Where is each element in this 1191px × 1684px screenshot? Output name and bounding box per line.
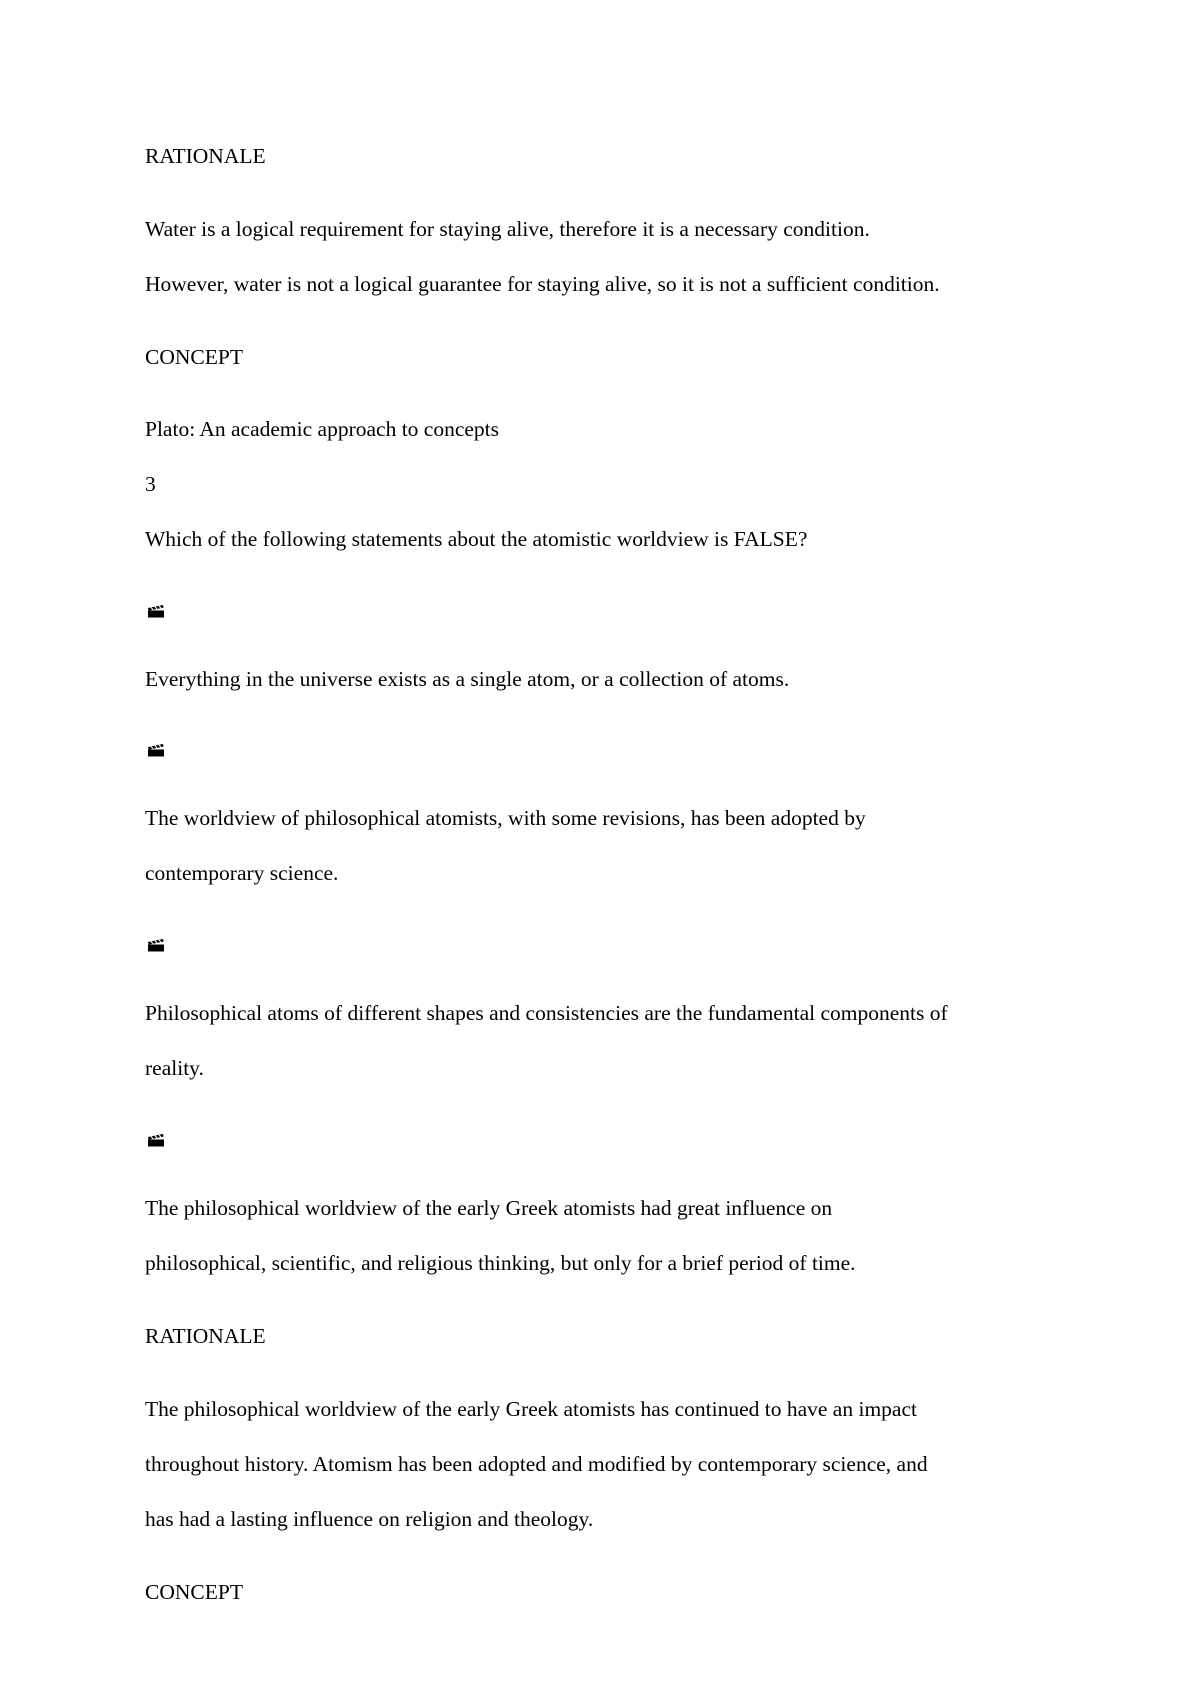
option-text: Everything in the universe exists as a single atom, or a collection of atoms. <box>145 667 790 691</box>
rationale-line: has had a lasting influence on religion and theology. <box>145 1507 594 1531</box>
option-text: Philosophical atoms of different shapes and consistencies are the fundamental components of <box>145 1001 948 1025</box>
option-text: contemporary science. <box>145 861 339 885</box>
option-text: The worldview of philosophical atomists, with some revisions, has been adopted by <box>145 806 866 830</box>
clapperboard-icon[interactable] <box>147 604 165 618</box>
question-number: 3 <box>145 472 156 496</box>
rationale-line: However, water is not a logical guarantee for staying alive, so it is not a sufficient condition. <box>145 272 940 296</box>
concept-text: Plato: An academic approach to concepts <box>145 417 500 441</box>
option-text: philosophical, scientific, and religious thinking, but only for a brief period of time. <box>145 1251 856 1275</box>
clapperboard-icon[interactable] <box>147 1133 165 1147</box>
clapperboard-icon[interactable] <box>147 743 165 757</box>
clapperboard-icon[interactable] <box>147 938 165 952</box>
rationale-heading: RATIONALE <box>145 144 266 168</box>
option-text: reality. <box>145 1056 204 1080</box>
concept-heading: CONCEPT <box>145 345 243 369</box>
option-text: The philosophical worldview of the early Greek atomists had great influence on <box>145 1196 833 1220</box>
rationale-line: throughout history. Atomism has been adopted and modified by contemporary science, and <box>145 1452 928 1476</box>
rationale-line: The philosophical worldview of the early Greek atomists has continued to have an impact <box>145 1397 917 1421</box>
concept-heading: CONCEPT <box>145 1580 243 1604</box>
question-text: Which of the following statements about the atomistic worldview is FALSE? <box>145 527 808 551</box>
rationale-line: Water is a logical requirement for staying alive, therefore it is a necessary condition. <box>145 217 870 241</box>
rationale-heading: RATIONALE <box>145 1324 266 1348</box>
